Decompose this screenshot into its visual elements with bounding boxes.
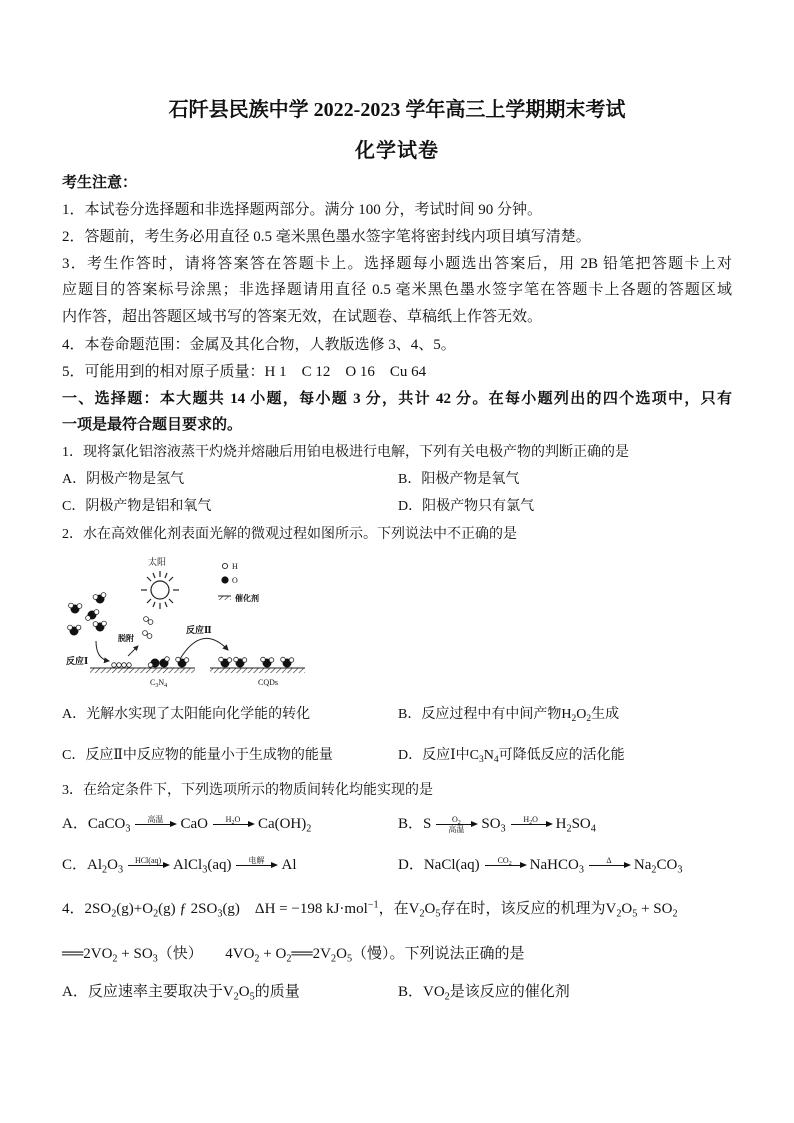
catalyst-icon — [218, 596, 231, 600]
formula-text: 可降低反应的活化能 — [498, 748, 625, 763]
formula-text: Al — [281, 857, 297, 873]
c3n4-surface — [90, 657, 195, 673]
formula-text: CaO — [180, 816, 208, 832]
subscript: 2 — [233, 991, 239, 1003]
reaction-arrow — [126, 856, 170, 875]
arrow-shaft — [236, 865, 276, 866]
question-2-option-a — [62, 704, 310, 726]
formula-text: CO — [656, 857, 678, 873]
sun-icon — [141, 571, 179, 609]
formula-text: B．S — [398, 816, 432, 832]
subscript: 2 — [508, 861, 512, 868]
question-1-stem: 1．现将氯化铝溶液蒸干灼烧并熔融后用铂电极进行电解，下列有关电极产物的判断正确的是 — [62, 445, 629, 460]
subscript: 2 — [672, 908, 678, 920]
legend-o-label: O — [232, 576, 238, 585]
formula-text: A．光解水实现了太阳能向化学能的转化 — [62, 707, 311, 722]
arrow-condition-below — [448, 825, 464, 834]
arrow-condition-above — [497, 856, 512, 868]
question-1-option-c: C．阴极产物是铝和氧气 — [62, 499, 212, 514]
legend-h-label: H — [232, 562, 238, 571]
desorption-arrow — [128, 646, 138, 656]
formula-text: D．NaCl(aq) — [398, 857, 480, 873]
subscript: 4 — [590, 823, 596, 835]
subscript: 2 — [616, 908, 622, 920]
subscript: 2 — [331, 953, 337, 965]
formula-text: H — [555, 816, 567, 832]
formula-text: O — [424, 901, 436, 917]
formula-text: （快） 4VO — [157, 946, 255, 962]
formula-text: O — [451, 815, 458, 825]
formula-text: + SO — [117, 946, 153, 962]
subscript: 3 — [578, 864, 584, 876]
formula-text: NaHCO — [529, 857, 579, 873]
question-4-stem-line-1 — [62, 898, 678, 920]
formula-text: H — [225, 815, 232, 825]
arrow-shaft — [589, 865, 629, 866]
reaction-1-arrow — [96, 641, 109, 661]
formula-text: (g) ΔH = −198 kJ·mol — [222, 901, 368, 917]
subscript: 3 — [125, 823, 131, 835]
subscript: 2 — [231, 820, 235, 827]
question-2-option-c — [62, 745, 333, 767]
subscript: 2 — [112, 953, 118, 965]
arrow-condition-above — [451, 815, 461, 827]
formula-text: D．反应Ⅰ中C — [398, 748, 479, 763]
subscript: 2 — [586, 714, 592, 725]
formula-text: H — [523, 815, 530, 825]
notice-item-2: 2．答题前，考生务必用直径 0.5 毫米黑色墨水签字笔将密封线内项目填写清楚。 — [62, 229, 591, 245]
formula-text: 高温 — [147, 815, 164, 825]
superscript: −1 — [367, 899, 379, 911]
legend-catalyst-label: 催化剂 — [235, 594, 259, 603]
subscript: 2 — [457, 820, 461, 827]
arrow-condition-above — [135, 856, 161, 865]
formula-text: A．CaCO — [62, 816, 126, 832]
formula-text: O — [107, 857, 118, 873]
formula-text: O — [238, 984, 250, 1000]
formula-text: ══2V — [291, 946, 331, 962]
subscript: 3 — [478, 755, 484, 766]
formula-text: Δ — [606, 856, 612, 866]
formula-text: AlCl — [173, 857, 203, 873]
formula-text: 是该反应的催化剂 — [449, 984, 570, 1000]
subscript: 2 — [286, 953, 292, 965]
formula-text: ，在V — [378, 901, 420, 917]
subscript: 3 — [500, 823, 506, 835]
notice-item-3-line-3: 内作答，超出答题区域书写的答案无效，在试题卷、草稿纸上作答无效。 — [62, 309, 543, 325]
formula-text: Ca(OH) — [257, 816, 307, 832]
reaction-arrow — [211, 815, 255, 834]
formula-text: (g)+O — [116, 901, 154, 917]
question-2-stem: 2．水在高效催化剂表面光解的微观过程如图所示。下列说法中不正确的是 — [62, 527, 517, 542]
sun-label: 太阳 — [148, 557, 167, 567]
legend — [218, 562, 259, 603]
reaction-1-label: 反应Ⅰ — [66, 656, 89, 666]
formula-text: O — [336, 946, 347, 962]
arrow-condition-above — [225, 815, 241, 827]
arrow-shaft — [135, 824, 175, 825]
formula-text: （慢）。下列说法正确的是 — [352, 946, 525, 962]
formula-text: O — [621, 901, 633, 917]
subscript: 2 — [444, 991, 450, 1003]
arrow-condition-above — [606, 856, 611, 865]
arrow-shaft — [128, 865, 168, 866]
subscript: 5 — [346, 953, 353, 965]
formula-text: O — [576, 707, 587, 722]
subscript: 2 — [566, 823, 572, 835]
formula-text: SO — [481, 816, 501, 832]
notice-item-5: 5．可能用到的相对原子质量：H 1 C 12 O 16 Cu 64 — [62, 364, 427, 380]
question-3-option-c — [62, 854, 296, 876]
reaction-arrow — [133, 815, 177, 834]
question-2-option-b — [398, 704, 619, 726]
question-3-stem: 3．在给定条件下，下列选项所示的物质间转化均能实现的是 — [62, 783, 433, 798]
formula-text: SO — [571, 816, 591, 832]
oxygen-atom-icon — [221, 576, 228, 583]
subscript: 2 — [529, 820, 533, 827]
reaction-arrow — [434, 815, 478, 834]
arrow-shaft — [485, 865, 525, 866]
subscript: 3 — [217, 908, 223, 920]
formula-text: CO — [497, 856, 509, 866]
reaction-arrow — [509, 815, 553, 834]
subscript: 5 — [632, 908, 638, 920]
formula-text: O — [532, 815, 538, 825]
question-1-option-b: B．阳极产物是氧气 — [398, 472, 520, 487]
formula-text: B．VO — [398, 984, 445, 1000]
formula-text: A．反应速率主要取决于V — [62, 984, 234, 1000]
subscript: 2 — [102, 864, 108, 876]
subscript: 3 — [117, 864, 124, 876]
formula-text: C．反应Ⅱ中反应物的能量小于生成物的能量 — [62, 748, 333, 763]
subscript: 5 — [249, 991, 255, 1003]
section-1-heading-line-2: 一项是最符合题目要求的。 — [62, 417, 243, 433]
reaction-2-arrow — [180, 638, 228, 659]
question-4-stem-line-2 — [62, 943, 525, 965]
notice-item-1: 1．本试卷分选择题和非选择题两部分。满分 100 分，考试时间 90 分钟。 — [62, 202, 543, 218]
formula-text: 高温 — [448, 825, 465, 835]
formula-text: + SO — [637, 901, 673, 917]
exam-subtitle: 化学试卷 — [355, 140, 439, 162]
formula-text: 的质量 — [254, 984, 300, 1000]
water-molecules — [68, 593, 107, 636]
reaction-arrow — [587, 856, 631, 875]
formula-text: 电解 — [248, 856, 265, 866]
arrow-condition-above — [147, 815, 163, 824]
formula-text: ══2VO — [62, 946, 113, 962]
formula-text: HCl(aq) — [134, 856, 162, 866]
desorption-label: 脱附 — [118, 634, 134, 643]
formula-text: Na — [633, 857, 652, 873]
reaction-arrow — [483, 856, 527, 875]
subscript: 2 — [651, 864, 657, 876]
water-photolysis-diagram — [62, 553, 314, 693]
question-2-option-d — [398, 745, 625, 767]
arrow-shaft — [213, 824, 253, 825]
subscript: 5 — [435, 908, 441, 920]
exam-title: 石阡县民族中学 2022-2023 学年高三上学期期末考试 — [168, 99, 626, 121]
subscript: 2 — [306, 823, 312, 835]
formula-text: 生成 — [591, 707, 620, 722]
arrow-condition-above — [248, 856, 264, 865]
formula-text: C．Al — [62, 857, 103, 873]
formula-text: (g) ƒ 2SO — [158, 901, 218, 917]
subscript: 3 — [202, 864, 208, 876]
question-4-option-b — [398, 981, 570, 1003]
arrow-shaft — [511, 824, 551, 825]
subscript: 2 — [571, 714, 577, 725]
hydrogen-molecules — [143, 617, 153, 639]
subscript: 2 — [254, 953, 260, 965]
subscript: 2 — [111, 908, 117, 920]
c3n4-label: $C_3N_4$ — [150, 678, 168, 689]
subscript: 4 — [493, 755, 499, 766]
notice-item-3-line-2: 应题目的答案标号涂黑；非选择题请用直径 0.5 毫米黑色墨水签字笔在答题卡上各题的答题区域 — [62, 282, 732, 298]
question-4-option-a — [62, 981, 300, 1003]
question-3-option-b — [398, 813, 596, 835]
hydrogen-atom-icon — [222, 563, 227, 568]
subscript: 3 — [152, 953, 158, 965]
subscript: 3 — [677, 864, 683, 876]
arrow-condition-above — [523, 815, 538, 827]
formula-text: + O — [259, 946, 287, 962]
notice-item-4: 4．本卷命题范围：金属及其化合物，人教版选修 3、4、5。 — [62, 337, 456, 353]
formula-text: 存在时，该反应的机理为V — [440, 901, 617, 917]
notice-item-3-line-1: 3．考生作答时，请将答案答在答题卡上。选择题每小题选出答案后，用 2B 铅笔把答题卡上对 — [62, 256, 732, 272]
question-1-option-a: A．阴极产物是氢气 — [62, 472, 185, 487]
cqds-label: CQDs — [258, 678, 279, 687]
formula-text: 4．2SO — [62, 901, 112, 917]
section-1-heading-line-1: 一、选择题：本大题共 14 小题，每小题 3 分，共计 42 分。在每小题列出的四个选项中，只有 — [62, 391, 732, 407]
formula-text: O — [234, 815, 241, 825]
reaction-arrow — [234, 856, 278, 875]
cqds-surface — [210, 657, 305, 673]
subscript: 2 — [419, 908, 425, 920]
formula-text: N — [483, 748, 494, 763]
question-1-option-d: D．阳极产物只有氯气 — [398, 499, 535, 514]
question-3-option-a — [62, 813, 311, 835]
formula-text: B．反应过程中有中间产物H — [398, 707, 572, 722]
subscript: 2 — [153, 908, 159, 920]
notice-heading: 考生注意： — [62, 175, 138, 191]
arrow-shaft — [436, 824, 476, 825]
formula-text: (aq) — [207, 857, 232, 873]
question-3-option-d — [398, 854, 682, 876]
reaction-2-label: 反应Ⅱ — [186, 625, 212, 635]
